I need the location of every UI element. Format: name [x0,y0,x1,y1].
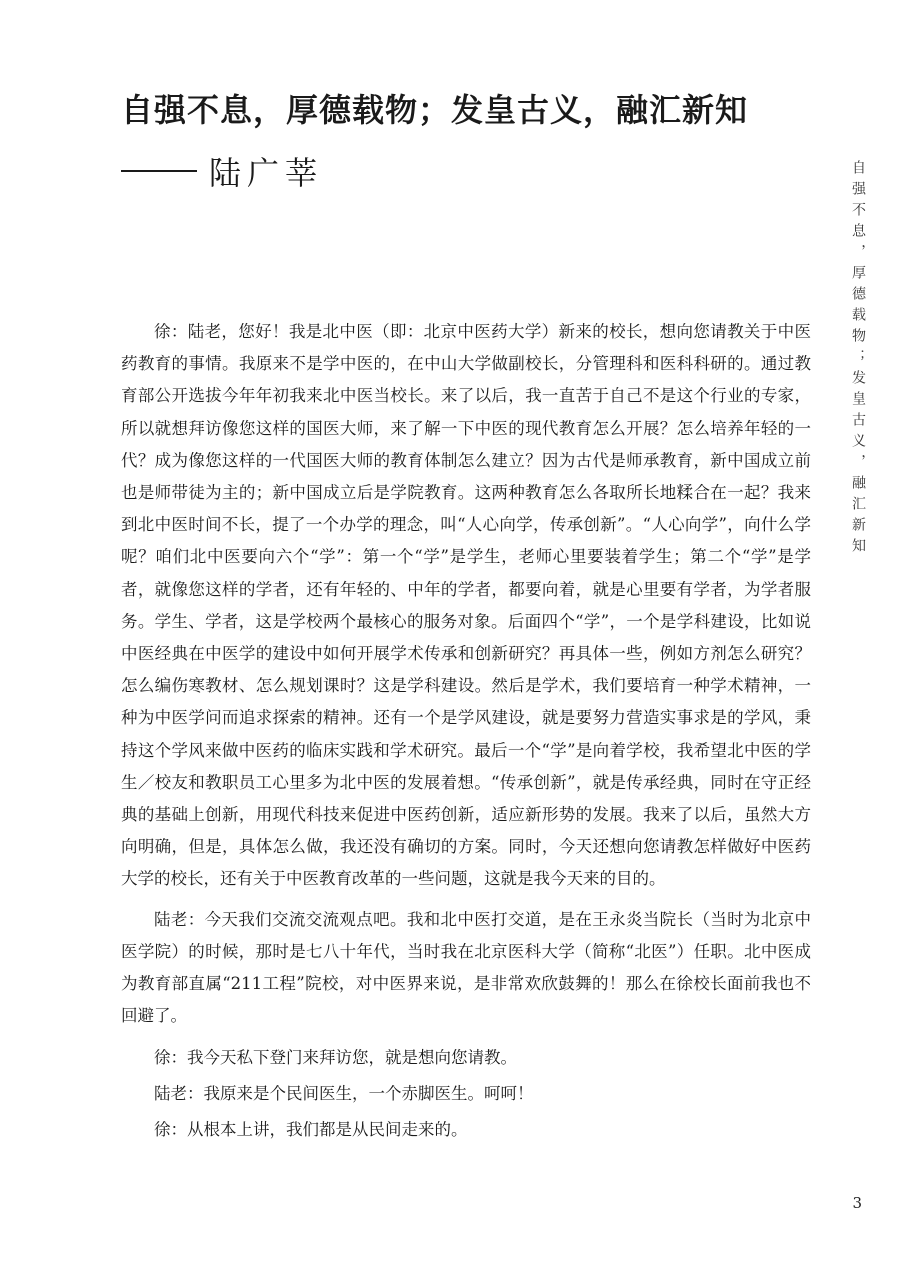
em-dash-rule [121,170,197,172]
paragraph: 徐：从根本上讲，我们都是从民间走来的。 [154,1120,468,1140]
paragraph: 陆老：我原来是个民间医生，一个赤脚医生。呵呵！ [154,1084,534,1104]
author-name: 陆广莘 [209,154,324,192]
paragraph: 徐：我今天私下登门来拜访您，就是想向您请教。 [154,1048,517,1068]
body-text [121,316,811,1148]
author-byline [121,146,323,196]
running-title-vertical: 自强不息，厚德载物；发皇古义，融汇新知 [850,160,866,559]
paragraph: 徐：陆老，您好！我是北中医（即：北京中医药大学）新来的校长，想向您请教关于中医药教育的事情。我原来不是学中医的，在中山大学做副校长，分管理科和医科科研的。通过教育部公开选拔今年年初我来北中医当校长。来了以后，我一直苦于自己不是这个行业的专家，所以就想拜访像您这样的国医大师，来了解一下中医的现代教育怎么开展？怎么培养年轻的一代？成为像您这样的一代国医大师的教育体制怎么建立？因为古代是师承教育，新中国成立前也是师带徒为主的；新中国成立后是学院教育。这两种教育怎么各取所长地糅合在一起？我来到北中医时间不长，提了一个办学的理念，叫“人心向学，传承创新”。“人心向学”，向什么学呢？咱们北中医要向六个“学”：第一个“学”是学生，老师心里要装着学生；第二个“学”是学者，就像您这样的学者，还有年轻的、中年的学者，都要向着，就是心里要有学者，为学者服务。学生、学者，这是学校两个最核心的服务对象。后面四个“学”，一个是学科建设，比如说中医经典在中医学的建设中如何开展学术传承和创新研究？再具体一些，例如方剂怎么研究？怎么编伤寒教材、怎么规划课时？这是学科建设。然后是学术，我们要培育一种学术精神，一种为中医学问而追求探索的精神。还有一个是学风建设，就是要努力营造实事求是的学风，秉持这个学风来做中医药的临床实践和学术研究。最后一个“学”是向着学校，我希望北中医的学生／校友和教职员工心里多为北中医的发展着想。“传承创新”，就是传承经典，同时在守正经典的基础上创新，用现代科技来促进中医药创新，适应新形势的发展。我来了以后，虽然大方向明确，但是，具体怎么做，我还没有确切的方案。同时，今天还想向您请教怎样做好中医药大学的校长，还有关于中医教育改革的一些问题，这就是我今天来的目的。 [121,322,811,889]
chapter-title: 自强不息，厚德载物；发皇古义，融汇新知 [121,91,749,129]
paragraph: 陆老：今天我们交流交流观点吧。我和北中医打交道，是在王永炎当院长（当时为北京中医学院）的时候，那时是七八十年代，当时我在北京医科大学（简称“北医”）任职。北中医成为教育部直属“211工程”院校，对中医界来说，是非常欢欣鼓舞的！那么在徐校长面前我也不回避了。 [121,909,811,1026]
page-number: 3 [852,1194,862,1212]
